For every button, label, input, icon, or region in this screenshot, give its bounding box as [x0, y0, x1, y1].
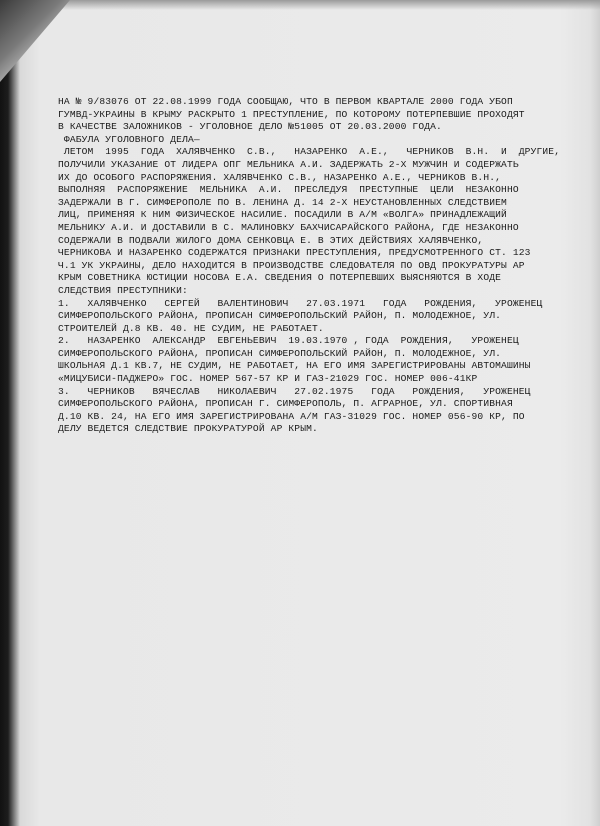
text-line: СЛЕДСТВИЯ ПРЕСТУПНИКИ: — [58, 284, 188, 296]
text-line: 2. НАЗАРЕНКО АЛЕКСАНДР ЕВГЕНЬЕВИЧ 19.03.1970 , ГОДА РОЖДЕНИЯ, УРОЖЕНЕЦ — [58, 335, 519, 347]
document-body — [58, 96, 562, 436]
text-line: НА № 9/83076 ОТ 22.08.1999 ГОДА СООБЩАЮ, ЧТО В ПЕРВОМ КВАРТАЛЕ 2000 ГОДА УБОП — [58, 96, 513, 107]
text-line: В КАЧЕСТВЕ ЗАЛОЖНИКОВ - УГОЛОВНОЕ ДЕЛО №51005 ОТ 20.03.2000 ГОДА. — [58, 121, 442, 133]
text-line: ШКОЛЬНАЯ Д.1 КВ.7, НЕ СУДИМ, НЕ РАБОТАЕТ, НА ЕГО ИМЯ ЗАРЕГИСТРИРОВАНЫ АВТОМАШИНЫ — [58, 360, 531, 372]
text-line: СОДЕРЖАЛИ В ПОДВАЛИ ЖИЛОГО ДОМА СЕНКОВЦА Е. В ЭТИХ ДЕЙСТВИЯХ ХАЛЯВЧЕНКО, — [58, 234, 484, 246]
text-line: ГУМВД-УКРАИНЫ В КРЫМУ РАСКРЫТО 1 ПРЕСТУПЛЕНИЕ, ПО КОТОРОМУ ПОТЕРПЕВШИЕ ПРОХОДЯТ — [58, 108, 525, 120]
text-line: СИМФЕРОПОЛЬСКОГО РАЙОНА, ПРОПИСАН Г. СИМФЕРОПОЛЬ, П. АГРАРНОЕ, УЛ. СПОРТИВНАЯ — [58, 398, 513, 410]
text-line: ИХ ДО ОСОБОГО РАСПОРЯЖЕНИЯ. ХАЛЯВЧЕНКО С.В., НАЗАРЕНКО А.Е., ЧЕРНИКОВ В.Н., — [58, 171, 502, 183]
text-line: ПОЛУЧИЛИ УКАЗАНИЕ ОТ ЛИДЕРА ОПГ МЕЛЬНИКА А.И. ЗАДЕРЖАТЬ 2-Х МУЖЧИН И СОДЕРЖАТЬ — [58, 158, 519, 170]
text-line: ВЫПОЛНЯЯ РАСПОРЯЖЕНИЕ МЕЛЬНИКА А.И. ПРЕСЛЕДУЯ ПРЕСТУПНЫЕ ЦЕЛИ НЕЗАКОННО — [58, 184, 519, 196]
text-line: МЕЛЬНИКУ А.И. И ДОСТАВИЛИ В С. МАЛИНОВКУ БАХЧИСАРАЙСКОГО РАЙОНА, ГДЕ НЕЗАКОННО — [58, 221, 519, 233]
text-line: Ч.1 УК УКРАИНЫ, ДЕЛО НАХОДИТСЯ В ПРОИЗВОДСТВЕ СЛЕДОВАТЕЛЯ ПО ОВД ПРОКУРАТУРЫ АР — [58, 259, 525, 271]
text-line: ДЕЛУ ВЕДЕТСЯ СЛЕДСТВИЕ ПРОКУРАТУРОЙ АР КРЫМ. — [58, 423, 318, 435]
text-line: ЧЕРНИКОВА И НАЗАРЕНКО СОДЕРЖАТСЯ ПРИЗНАКИ ПРЕСТУПЛЕНИЯ, ПРЕДУСМОТРЕННОГО СТ. 123 — [58, 247, 531, 259]
folded-corner — [0, 0, 70, 82]
text-line: ЛЕТОМ 1995 ГОДА ХАЛЯВЧЕНКО С.В., НАЗАРЕНКО А.Е., ЧЕРНИКОВ В.Н. И ДРУГИЕ, — [58, 146, 561, 158]
text-line: Д.10 КВ. 24, НА ЕГО ИМЯ ЗАРЕГИСТРИРОВАНА А/М ГАЗ-31029 ГОС. НОМЕР 056-90 КР, ПО — [58, 410, 525, 422]
text-line: СИМФЕРОПОЛЬСКОГО РАЙОНА, ПРОПИСАН СИМФЕРОПОЛЬСКИЙ РАЙОН, П. МОЛОДЕЖНОЕ, УЛ. — [58, 310, 502, 322]
suspect-entry-2 — [58, 335, 562, 385]
text-line: «МИЦУБИСИ-ПАДЖЕРО» ГОС. НОМЕР 567-57 КР И ГАЗ-21029 ГОС. НОМЕР 006-41КР — [58, 373, 478, 385]
suspect-entry-3 — [58, 386, 562, 436]
text-line: ЗАДЕРЖАЛИ В Г. СИМФЕРОПОЛЕ ПО В. ЛЕНИНА Д. 14 2-Х НЕУСТАНОВЛЕННЫХ СЛЕДСТВИЕМ — [58, 196, 507, 208]
text-line: ЛИЦ, ПРИМЕНЯЯ К НИМ ФИЗИЧЕСКОЕ НАСИЛИЕ. ПОСАДИЛИ В А/М «ВОЛГА» ПРИНАДЛЕЖАЩИЙ — [58, 209, 507, 221]
case-heading — [58, 134, 562, 147]
intro-paragraph — [58, 96, 562, 134]
text-line: 1. ХАЛЯВЧЕНКО СЕРГЕЙ ВАЛЕНТИНОВИЧ 27.03.1971 ГОДА РОЖДЕНИЯ, УРОЖЕНЕЦ — [58, 297, 543, 309]
text-line: 3. ЧЕРНИКОВ ВЯЧЕСЛАВ НИКОЛАЕВИЧ 27.02.1975 ГОДА РОЖДЕНИЯ, УРОЖЕНЕЦ — [58, 385, 531, 397]
heading-line: ФАБУЛА УГОЛОВНОГО ДЕЛА— — [58, 133, 200, 145]
text-line: СИМФЕРОПОЛЬСКОГО РАЙОНА, ПРОПИСАН СИМФЕРОПОЛЬСКИЙ РАЙОН, П. МОЛОДЕЖНОЕ, УЛ. — [58, 347, 502, 359]
suspect-entry-1 — [58, 298, 562, 336]
scan-top-shadow — [0, 0, 600, 10]
text-line: КРЫМ СОВЕТНИКА ЮСТИЦИИ НОСОВА Е.А. СВЕДЕНИЯ О ПОТЕРПЕВШИХ ВЫЯСНЯЮТСЯ В ХОДЕ — [58, 272, 502, 284]
text-line: СТРОИТЕЛЕЙ Д.8 КВ. 40. НЕ СУДИМ, НЕ РАБОТАЕТ. — [58, 322, 324, 334]
case-description — [58, 146, 562, 297]
